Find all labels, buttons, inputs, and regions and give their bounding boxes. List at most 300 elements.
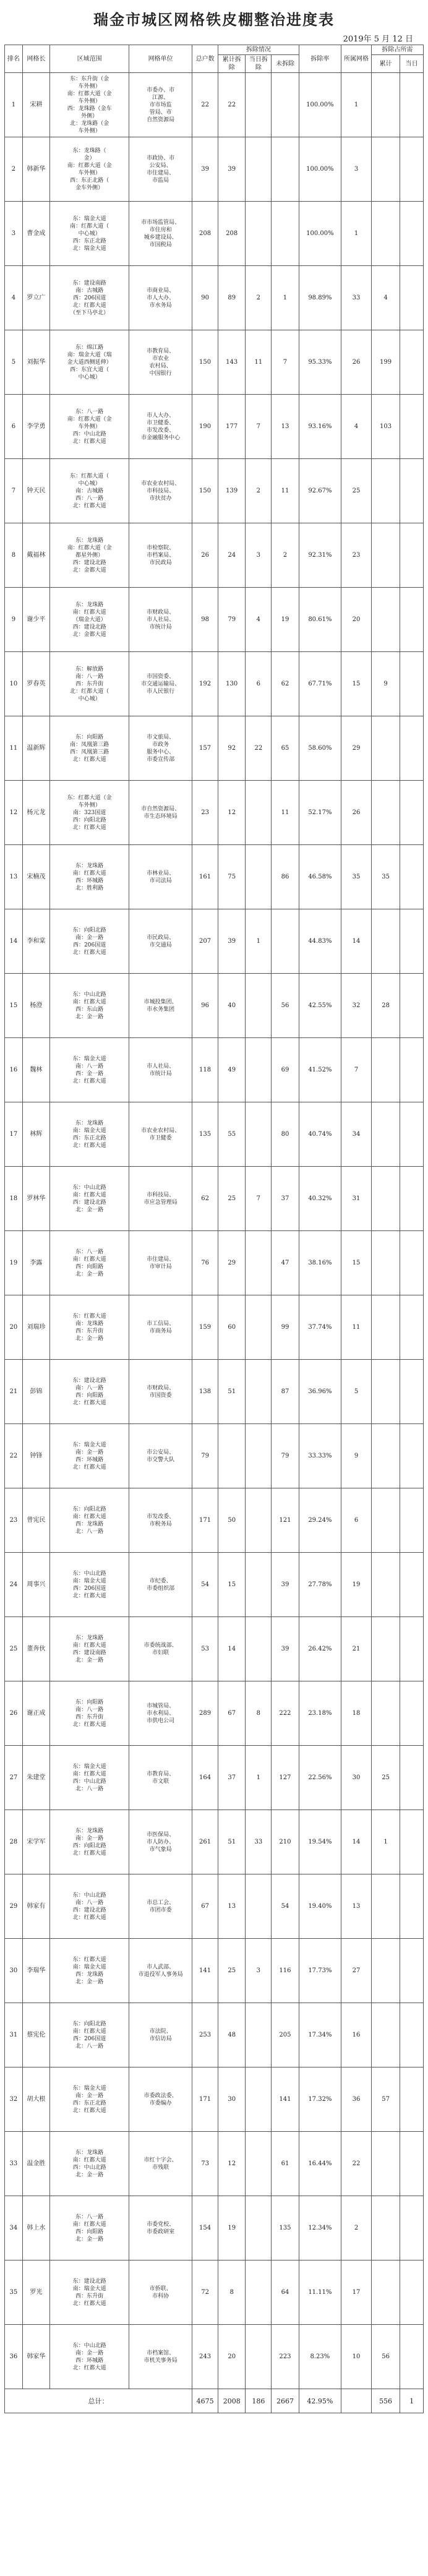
cell-households: 190 — [192, 395, 218, 459]
header-rate: 拆除率 — [299, 45, 341, 73]
cell-weekly-today — [400, 652, 424, 716]
cell-remaining: 47 — [272, 1231, 299, 1295]
cell-weekly-today — [400, 1167, 424, 1231]
cell-weekly-total — [371, 73, 400, 137]
cell-today: 1 — [246, 1746, 272, 1810]
cell-unit: 市教育局、 市文联 — [129, 1746, 192, 1810]
cell-rank: 7 — [5, 459, 23, 523]
table-row — [5, 1488, 424, 1553]
total-label: 总计： — [5, 2389, 192, 2413]
cell-today: 33 — [246, 1810, 272, 1874]
cell-area: 东：瑞金大道 南：红都大道（ 中心城） 西：东正北路 北：瑞金大道 — [49, 202, 129, 266]
cell-weekly-today — [400, 2196, 424, 2260]
cell-cumulative: 25 — [218, 1167, 246, 1231]
cell-cumulative: 39 — [218, 909, 246, 974]
cell-area: 东：解放路 南：八一路 西：东升街 北：红都大道（ 中心城） — [49, 652, 129, 716]
table-row — [5, 1939, 424, 2003]
cell-households: 72 — [192, 2260, 218, 2325]
cell-grid-leader: 韩上水 — [22, 2196, 49, 2260]
cell-today — [246, 1874, 272, 1939]
cell-leader-grid: 26 — [341, 330, 372, 395]
cell-rank: 21 — [5, 1360, 23, 1424]
cell-leader-grid: 35 — [341, 845, 372, 909]
cell-grid-leader: 罗光 — [22, 2260, 49, 2325]
table-row — [5, 588, 424, 652]
cell-weekly-total: 199 — [371, 330, 400, 395]
cell-weekly-today — [400, 1681, 424, 1746]
cell-rate: 52.17% — [299, 781, 341, 845]
cell-grid-leader: 李瑞华 — [22, 1939, 49, 2003]
cell-rate: 95.33% — [299, 330, 341, 395]
cell-remaining: 205 — [272, 2003, 299, 2067]
table-row — [5, 1746, 424, 1810]
cell-unit: 市科技局、 市应急管理局 — [129, 1167, 192, 1231]
cell-rank: 34 — [5, 2196, 23, 2260]
cell-cumulative: 50 — [218, 1488, 246, 1553]
cell-today — [246, 2132, 272, 2196]
cell-grid-leader: 周事兴 — [22, 1553, 49, 1617]
cell-remaining: 1 — [272, 266, 299, 330]
table-row — [5, 1038, 424, 1102]
cell-unit: 市人武部、 市退役军人事务局 — [129, 1939, 192, 2003]
cell-leader-grid: 36 — [341, 2067, 372, 2132]
cell-leader-grid: 2 — [341, 2196, 372, 2260]
total-rate: 42.95% — [299, 2389, 341, 2413]
cell-households: 253 — [192, 2003, 218, 2067]
cell-today — [246, 974, 272, 1038]
cell-weekly-today — [400, 73, 424, 137]
cell-cumulative: 51 — [218, 1360, 246, 1424]
cell-rank: 24 — [5, 1553, 23, 1617]
cell-cumulative: 143 — [218, 330, 246, 395]
cell-leader-grid: 21 — [341, 1617, 372, 1681]
cell-today — [246, 1553, 272, 1617]
cell-leader-grid: 18 — [341, 1681, 372, 1746]
cell-area: 东：红都大道（金 车外侧） 南：323国道 西：向阳北路 北：红都大道 — [49, 781, 129, 845]
cell-leader-grid: 19 — [341, 1553, 372, 1617]
cell-households: 154 — [192, 2196, 218, 2260]
cell-leader-grid: 20 — [341, 588, 372, 652]
cell-unit: 市民政局、 市交通局 — [129, 909, 192, 974]
progress-table — [4, 45, 424, 2413]
header-unit: 网格单位 — [129, 45, 192, 73]
cell-leader-grid: 23 — [341, 523, 372, 588]
page-title: 瑞金市城区网格铁皮棚整治进度表 — [93, 11, 335, 28]
cell-weekly-total: 1 — [371, 1810, 400, 1874]
cell-weekly-total — [371, 1167, 400, 1231]
cell-today: 3 — [246, 523, 272, 588]
cell-weekly-total: 25 — [371, 1746, 400, 1810]
cell-households: 26 — [192, 523, 218, 588]
cell-rank: 2 — [5, 137, 23, 202]
cell-remaining: 11 — [272, 781, 299, 845]
cell-weekly-total — [371, 1295, 400, 1360]
cell-rate: 40.74% — [299, 1102, 341, 1167]
cell-cumulative: 12 — [218, 781, 246, 845]
header-cumulative: 累计拆除 — [218, 55, 246, 73]
cell-area: 东：中山北路 南：瑞金大道 西：206国道 北：红都大道 — [49, 1553, 129, 1617]
cell-grid-leader: 宋楠茂 — [22, 845, 49, 909]
cell-rank: 11 — [5, 716, 23, 781]
cell-today: 11 — [246, 330, 272, 395]
cell-grid-leader: 刘瑞珍 — [22, 1295, 49, 1360]
cell-today — [246, 845, 272, 909]
cell-households: 289 — [192, 1681, 218, 1746]
cell-weekly-today — [400, 459, 424, 523]
cell-cumulative: 15 — [218, 1553, 246, 1617]
cell-rate: 33.33% — [299, 1424, 341, 1488]
cell-leader-grid: 17 — [341, 2260, 372, 2325]
cell-today: 8 — [246, 1681, 272, 1746]
cell-today: 1 — [246, 909, 272, 974]
cell-leader-grid: 5 — [341, 1360, 372, 1424]
cell-rate: 98.89% — [299, 266, 341, 330]
cell-remaining — [272, 137, 299, 202]
cell-weekly-today — [400, 2067, 424, 2132]
cell-cumulative — [218, 1424, 246, 1488]
cell-cumulative: 29 — [218, 1231, 246, 1295]
cell-rank: 9 — [5, 588, 23, 652]
cell-rate: 23.18% — [299, 1681, 341, 1746]
cell-weekly-today — [400, 523, 424, 588]
cell-remaining: 223 — [272, 2325, 299, 2389]
cell-cumulative: 30 — [218, 2067, 246, 2132]
cell-rank: 12 — [5, 781, 23, 845]
cell-households: 150 — [192, 330, 218, 395]
cell-leader-grid: 16 — [341, 2003, 372, 2067]
cell-remaining: 37 — [272, 1167, 299, 1231]
cell-grid-leader: 宋耕 — [22, 73, 49, 137]
cell-leader-grid: 29 — [341, 716, 372, 781]
cell-households: 207 — [192, 909, 218, 974]
cell-unit: 市自然资源局、 市生态环境局 — [129, 781, 192, 845]
cell-grid-leader: 宋学军 — [22, 1810, 49, 1874]
cell-rate: 41.52% — [299, 1038, 341, 1102]
cell-leader-grid: 25 — [341, 459, 372, 523]
header-today: 当日拆除 — [246, 55, 272, 73]
cell-remaining: 121 — [272, 1488, 299, 1553]
table-row — [5, 2132, 424, 2196]
cell-households: 171 — [192, 2067, 218, 2132]
header-remaining: 未拆除 — [272, 55, 299, 73]
cell-rate: 22.56% — [299, 1746, 341, 1810]
cell-unit: 市人大办、 市卫健委、 市发改委、 市金融服务中心 — [129, 395, 192, 459]
cell-weekly-total — [371, 909, 400, 974]
cell-area: 东：中山北路 南：金一路 西：环城路 北：红都大道 — [49, 2325, 129, 2389]
cell-today: 4 — [246, 588, 272, 652]
cell-rate: 40.32% — [299, 1167, 341, 1231]
cell-weekly-today — [400, 781, 424, 845]
cell-unit: 市政协、市 公安局、 市住建局、 市监局 — [129, 137, 192, 202]
cell-rank: 19 — [5, 1231, 23, 1295]
cell-area: 东：东升街（金 车外侧） 南：红都大道（金 车外侧） 西：龙珠路（金车 外侧） 北：龙珠路（金 车外侧） — [49, 73, 129, 137]
cell-weekly-today — [400, 330, 424, 395]
cell-remaining: 141 — [272, 2067, 299, 2132]
cell-remaining: 13 — [272, 395, 299, 459]
cell-rank: 23 — [5, 1488, 23, 1553]
cell-leader-grid: 34 — [341, 1102, 372, 1167]
cell-grid-leader: 李和棠 — [22, 909, 49, 974]
table-row — [5, 974, 424, 1038]
cell-leader-grid: 27 — [341, 1939, 372, 2003]
cell-grid-leader: 钟天民 — [22, 459, 49, 523]
cell-unit: 市财政局、 市人社局、 市统计局 — [129, 588, 192, 652]
table-row — [5, 266, 424, 330]
cell-weekly-today — [400, 266, 424, 330]
cell-households: 90 — [192, 266, 218, 330]
cell-area: 东：龙珠路 南：红都大道 西：建设南路 北：金一路 — [49, 1617, 129, 1681]
cell-unit: 市医保局、 市人防办、 市气象局 — [129, 1810, 192, 1874]
cell-weekly-total — [371, 459, 400, 523]
cell-rank: 5 — [5, 330, 23, 395]
cell-remaining: 222 — [272, 1681, 299, 1746]
cell-households: 118 — [192, 1038, 218, 1102]
cell-households: 96 — [192, 974, 218, 1038]
cell-weekly-today — [400, 716, 424, 781]
cell-weekly-total: 56 — [371, 2325, 400, 2389]
cell-remaining: 127 — [272, 1746, 299, 1810]
cell-rank: 18 — [5, 1167, 23, 1231]
cell-rate: 37.74% — [299, 1295, 341, 1360]
cell-rate: 58.60% — [299, 716, 341, 781]
cell-households: 157 — [192, 716, 218, 781]
cell-rate: 92.67% — [299, 459, 341, 523]
cell-leader-grid: 15 — [341, 652, 372, 716]
cell-area: 东：龙珠路 南：红都大道 （瑞金大道） 西：建设北路 北：金都大道 — [49, 588, 129, 652]
cell-cumulative: 75 — [218, 845, 246, 909]
cell-today: 22 — [246, 716, 272, 781]
cell-grid-leader: 罗立广 — [22, 266, 49, 330]
cell-cumulative: 48 — [218, 2003, 246, 2067]
header-demolition-group: 拆除情况 — [218, 45, 299, 55]
cell-remaining: 19 — [272, 588, 299, 652]
cell-weekly-total — [371, 1681, 400, 1746]
cell-weekly-total — [371, 1102, 400, 1167]
cell-rate: 44.83% — [299, 909, 341, 974]
cell-weekly-today — [400, 1295, 424, 1360]
cell-leader-grid: 22 — [341, 2132, 372, 2196]
cell-weekly-today — [400, 2003, 424, 2067]
table-row — [5, 2196, 424, 2260]
table-body — [5, 73, 424, 2389]
cell-households: 22 — [192, 73, 218, 137]
cell-households: 39 — [192, 137, 218, 202]
table-row — [5, 1167, 424, 1231]
cell-area: 东：龙珠路（ 金） 南：红都大道（金 车外侧） 西：东正北路（ 金车外侧） — [49, 137, 129, 202]
cell-remaining — [272, 73, 299, 137]
cell-today — [246, 1102, 272, 1167]
header-households: 总户数 — [192, 45, 218, 73]
cell-leader-grid: 1 — [341, 202, 372, 266]
cell-weekly-today — [400, 202, 424, 266]
cell-weekly-today — [400, 1360, 424, 1424]
cell-rate: 16.44% — [299, 2132, 341, 2196]
cell-rank: 22 — [5, 1424, 23, 1488]
table-row — [5, 2260, 424, 2325]
cell-today — [246, 137, 272, 202]
cell-remaining: 65 — [272, 716, 299, 781]
cell-cumulative: 177 — [218, 395, 246, 459]
cell-area: 东：瑞金大道 南：八一路 西：金一路 北：红都大道 — [49, 1038, 129, 1102]
cell-area: 东：中山北路 南：红都大道 西：建设北路 北：金一路 — [49, 1167, 129, 1231]
cell-rank: 13 — [5, 845, 23, 909]
table-row — [5, 2067, 424, 2132]
cell-today — [246, 1231, 272, 1295]
cell-grid-leader: 曹金成 — [22, 202, 49, 266]
total-today: 186 — [246, 2389, 272, 2413]
table-row — [5, 909, 424, 974]
cell-grid-leader: 李露 — [22, 1231, 49, 1295]
cell-cumulative: 22 — [218, 73, 246, 137]
cell-leader-grid: 14 — [341, 909, 372, 974]
table-row — [5, 652, 424, 716]
cell-rate: 17.73% — [299, 1939, 341, 2003]
cell-today — [246, 73, 272, 137]
cell-households: 73 — [192, 2132, 218, 2196]
cell-weekly-total: 9 — [371, 652, 400, 716]
cell-rank: 4 — [5, 266, 23, 330]
cell-unit: 市商业局、 市人大办、 市水务局 — [129, 266, 192, 330]
cell-weekly-total — [371, 523, 400, 588]
cell-remaining: 2 — [272, 523, 299, 588]
cell-weekly-total — [371, 1231, 400, 1295]
cell-leader-grid: 1 — [341, 73, 372, 137]
cell-unit: 市委政法委、 市委编办 — [129, 2067, 192, 2132]
cell-area: 东：瑞金大道 南：金一路 西：东正北路 北：红都大道 — [49, 2067, 129, 2132]
cell-rank: 1 — [5, 73, 23, 137]
table-row — [5, 1424, 424, 1488]
header-weekly-group: 拆除占所需 — [371, 45, 423, 55]
cell-grid-leader: 朱建堂 — [22, 1746, 49, 1810]
cell-area: 东：建设北路 南：瑞金大道 西：东升街 北：红都大道 — [49, 2260, 129, 2325]
cell-cumulative: 40 — [218, 974, 246, 1038]
cell-weekly-total — [371, 781, 400, 845]
table-row — [5, 137, 424, 202]
cell-weekly-total — [371, 2003, 400, 2067]
table-row — [5, 1874, 424, 1939]
cell-area: 东：向阳路 南：凤凰第三路 西：凤凰第三路 北：红都大道 — [49, 716, 129, 781]
cell-households: 54 — [192, 1553, 218, 1617]
cell-cumulative: 67 — [218, 1681, 246, 1746]
total-leader — [341, 2389, 372, 2413]
cell-households: 243 — [192, 2325, 218, 2389]
cell-cumulative: 130 — [218, 652, 246, 716]
cell-remaining: 87 — [272, 1360, 299, 1424]
cell-cumulative: 139 — [218, 459, 246, 523]
cell-leader-grid: 10 — [341, 2325, 372, 2389]
cell-unit: 市委党校、 市委政研室 — [129, 2196, 192, 2260]
cell-weekly-total: 4 — [371, 266, 400, 330]
cell-rate: 80.61% — [299, 588, 341, 652]
header-weekly-total: 累计 — [371, 55, 400, 73]
cell-today: 7 — [246, 395, 272, 459]
table-row — [5, 202, 424, 266]
cell-rate: 19.54% — [299, 1810, 341, 1874]
cell-rate: 27.78% — [299, 1553, 341, 1617]
cell-leader-grid: 33 — [341, 266, 372, 330]
cell-weekly-total: 28 — [371, 974, 400, 1038]
cell-cumulative: 89 — [218, 266, 246, 330]
cell-rank: 27 — [5, 1746, 23, 1810]
table-row — [5, 73, 424, 137]
table-row — [5, 1102, 424, 1167]
cell-unit: 市检察院、 市档案局、 市民政局 — [129, 523, 192, 588]
cell-remaining: 210 — [272, 1810, 299, 1874]
cell-leader-grid: 6 — [341, 1488, 372, 1553]
cell-cumulative: 14 — [218, 1617, 246, 1681]
cell-cumulative: 13 — [218, 1874, 246, 1939]
cell-unit: 市侨联、 市科协 — [129, 2260, 192, 2325]
cell-area: 东：向阳北路 南：红都大道 西：龙珠路 北：八一路 — [49, 1488, 129, 1553]
cell-remaining: 99 — [272, 1295, 299, 1360]
cell-grid-leader: 董奔伙 — [22, 1617, 49, 1681]
cell-area: 东：八一路 南：红都大道（金 车外侧） 西：中山北路 北：红都大道 — [49, 395, 129, 459]
cell-unit: 市林业局、 市司法局 — [129, 845, 192, 909]
cell-unit: 市市场监管局、 市住房和 城乡建设局、 市国税局 — [129, 202, 192, 266]
cell-weekly-total: 103 — [371, 395, 400, 459]
cell-weekly-total — [371, 2196, 400, 2260]
cell-rate: 8.23% — [299, 2325, 341, 2389]
cell-remaining: 135 — [272, 2196, 299, 2260]
cell-unit: 市红十字会、 市残联 — [129, 2132, 192, 2196]
table-row — [5, 716, 424, 781]
cell-leader-grid: 26 — [341, 781, 372, 845]
cell-leader-grid: 13 — [341, 1874, 372, 1939]
cell-today — [246, 202, 272, 266]
cell-rank: 35 — [5, 2260, 23, 2325]
cell-weekly-today — [400, 395, 424, 459]
cell-unit: 市委办、市 江源、 市市场监 管局、市 自然资源局 — [129, 73, 192, 137]
cell-households: 76 — [192, 1231, 218, 1295]
total-remaining: 2667 — [272, 2389, 299, 2413]
cell-unit: 市城投集团、 市水务集团 — [129, 974, 192, 1038]
cell-area: 东：建设南路 南：古城路 西：206国道 北：红都大道 （至下马亭北） — [49, 266, 129, 330]
cell-leader-grid: 4 — [341, 395, 372, 459]
cell-leader-grid: 3 — [341, 137, 372, 202]
cell-today — [246, 1488, 272, 1553]
cell-weekly-total — [371, 588, 400, 652]
cell-today: 2 — [246, 459, 272, 523]
cell-unit: 市委统战部、 市妇联 — [129, 1617, 192, 1681]
cell-today — [246, 1617, 272, 1681]
cell-cumulative: 12 — [218, 2132, 246, 2196]
cell-grid-leader: 谢正成 — [22, 1681, 49, 1746]
cell-rank: 6 — [5, 395, 23, 459]
cell-weekly-today — [400, 588, 424, 652]
cell-today: 6 — [246, 652, 272, 716]
cell-today — [246, 781, 272, 845]
cell-today: 2 — [246, 266, 272, 330]
cell-today — [246, 1424, 272, 1488]
cell-area: 东：红都大道 南：瑞金大道 西：龙珠路 北：金一路 — [49, 1939, 129, 2003]
cell-cumulative: 37 — [218, 1746, 246, 1810]
cell-rank: 25 — [5, 1617, 23, 1681]
cell-grid-leader: 蔡宪伦 — [22, 2003, 49, 2067]
cell-rate: 17.32% — [299, 2067, 341, 2132]
cell-weekly-today — [400, 1038, 424, 1102]
cell-remaining: 79 — [272, 1424, 299, 1488]
cell-households: 161 — [192, 845, 218, 909]
cell-leader-grid: 9 — [341, 1424, 372, 1488]
cell-rate: 26.42% — [299, 1617, 341, 1681]
cell-weekly-today — [400, 1617, 424, 1681]
cell-area: 东：绵江路 南：瑞金大道（瑞 金大道西侧延伸） 西：东宜大道（ 中心城） — [49, 330, 129, 395]
cell-grid-leader: 温金胜 — [22, 2132, 49, 2196]
cell-rate: 12.34% — [299, 2196, 341, 2260]
cell-weekly-total — [371, 1617, 400, 1681]
cell-today — [246, 2003, 272, 2067]
cell-rank: 31 — [5, 2003, 23, 2067]
